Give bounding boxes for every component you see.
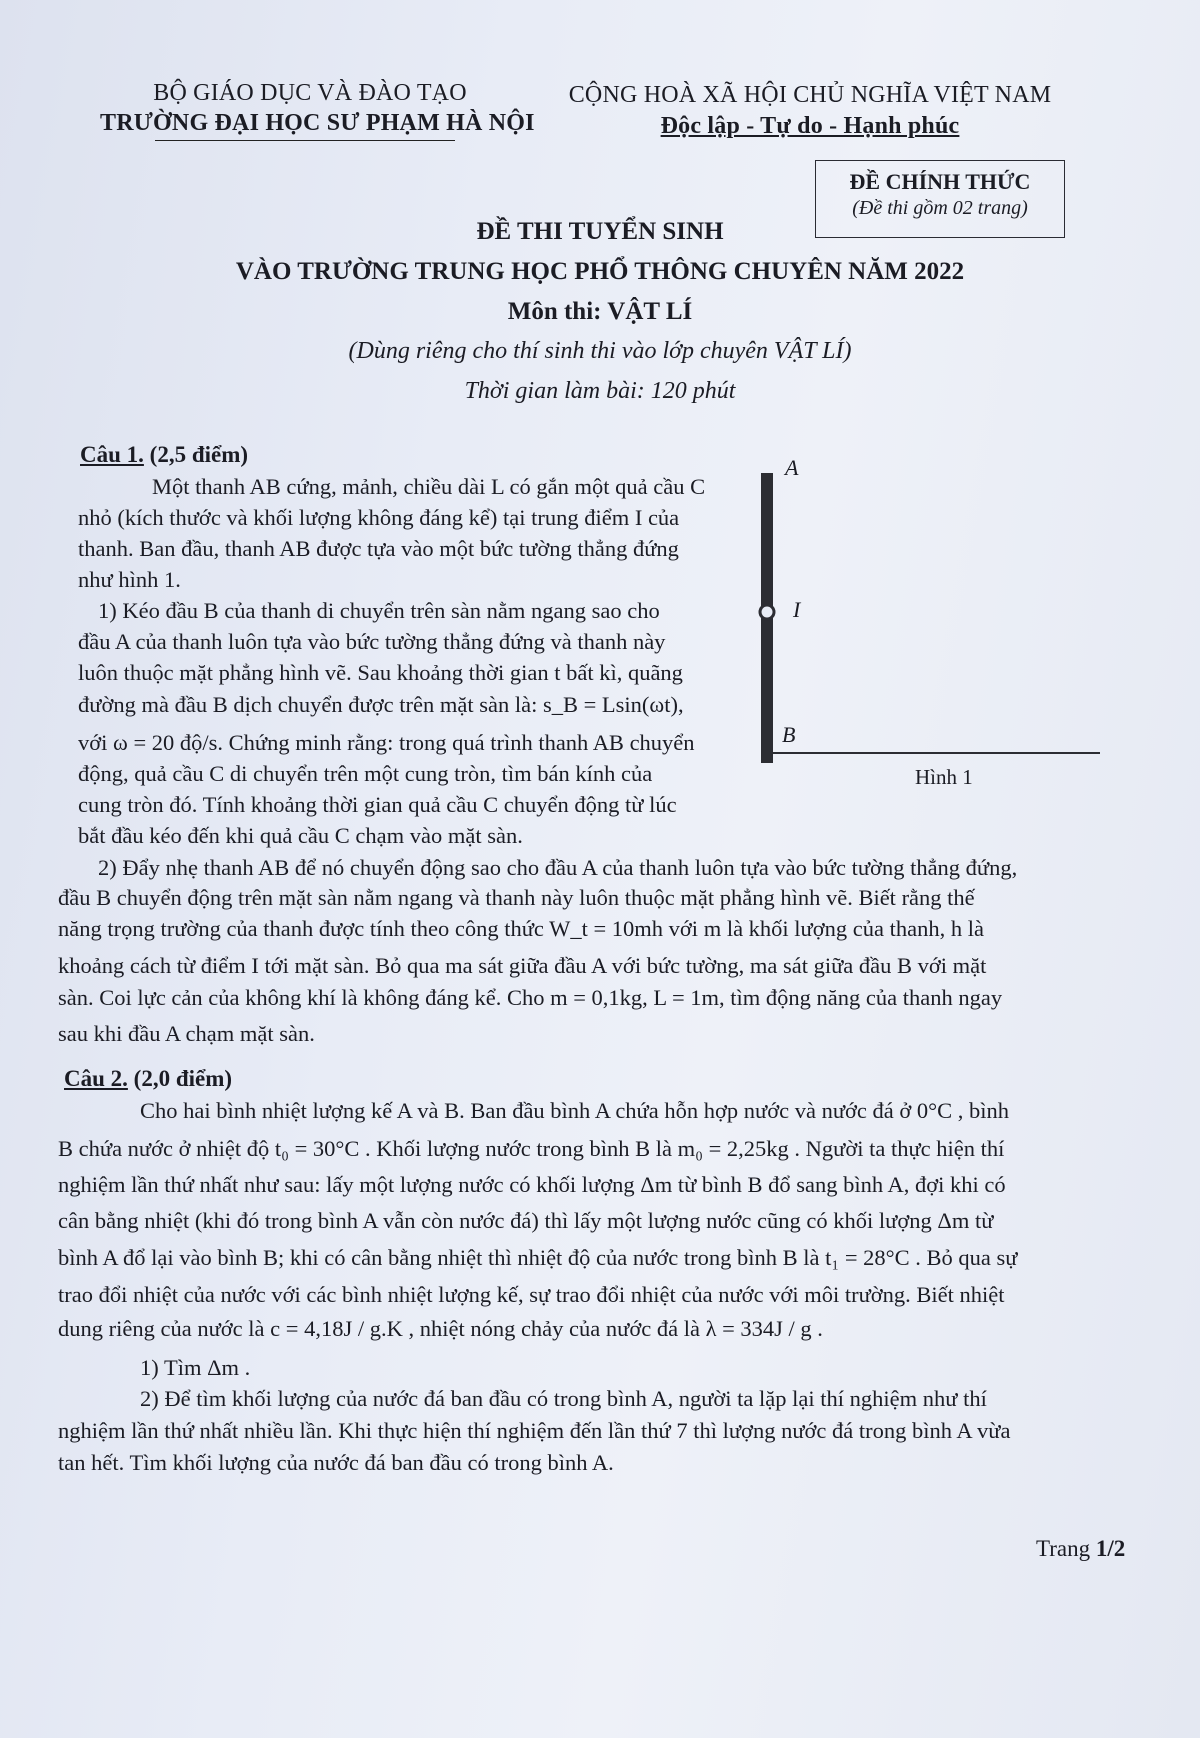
q2-points: (2,0 điểm) bbox=[127, 1066, 233, 1091]
q2-part2-line: 2) Để tìm khối lượng của nước đá ban đầu có trong bình A, người ta lặp lại thí nghiệm như thí bbox=[140, 1386, 987, 1411]
exam-title-line2: VÀO TRƯỜNG TRUNG HỌC PHỔ THÔNG CHUYÊN NĂM 2022 bbox=[235, 258, 965, 285]
q1-heading bbox=[80, 442, 248, 468]
pages-note: (Đề thi gồm 02 trang) bbox=[852, 197, 1028, 219]
university-underline bbox=[155, 140, 455, 141]
ball-c-icon bbox=[760, 605, 774, 619]
q1-part1-line: đường mà đầu B dịch chuyển được trên mặt sàn là: s_B = Lsin(ωt), bbox=[78, 692, 684, 717]
q1-part1-line: động, quả cầu C di chuyển trên một cung tròn, tìm bán kính của bbox=[78, 761, 653, 786]
q1-part1-line: với ω = 20 độ/s. Chứng minh rằng: trong quá trình thanh AB chuyển bbox=[78, 730, 695, 755]
q2-body-line: Cho hai bình nhiệt lượng kế A và B. Ban đầu bình A chứa hỗn hợp nước và nước đá ở 0°C , bình bbox=[140, 1098, 1010, 1123]
q1-intro-line: như hình 1. bbox=[78, 567, 181, 592]
q2-part1: 1) Tìm Δm . bbox=[140, 1355, 251, 1380]
figure-label-a: A bbox=[785, 455, 799, 480]
q1-part2-line: 2) Đẩy nhẹ thanh AB để nó chuyển động sao cho đầu A của thanh luôn tựa vào bức tường thẳng đứng, bbox=[98, 855, 1018, 880]
q1-part2-line: sau khi đầu A chạm mặt sàn. bbox=[58, 1021, 315, 1046]
q1-number: Câu 1. bbox=[80, 442, 144, 467]
exam-subject: Môn thi: VẬT LÍ bbox=[507, 298, 693, 325]
figure-label-b: B bbox=[782, 722, 796, 747]
q1-points: (2,5 điểm) bbox=[143, 442, 249, 467]
official-label: ĐỀ CHÍNH THỨC bbox=[849, 169, 1031, 194]
university-name: TRƯỜNG ĐẠI HỌC SƯ PHẠM HÀ NỘI bbox=[100, 110, 535, 136]
q2-body-line: dung riêng của nước là c = 4,18J / g.K , nhiệt nóng chảy của nước đá là λ = 334J / g . bbox=[58, 1316, 823, 1341]
q2-body-line: bình A đổ lại vào bình B; khi có cân bằng nhiệt thì nhiệt độ của nước trong bình B là t₁ = 28°C . Bỏ qua sự bbox=[58, 1245, 1018, 1270]
q2-heading bbox=[64, 1066, 232, 1092]
ministry-name: BỘ GIÁO DỤC VÀ ĐÀO TẠO bbox=[153, 80, 467, 106]
q1-part2-line: khoảng cách từ điểm I tới mặt sàn. Bỏ qua ma sát giữa đầu A với bức tường, ma sát giữa đầu B với mặt bbox=[58, 953, 987, 978]
exam-duration: Thời gian làm bài: 120 phút bbox=[464, 378, 736, 404]
country-name: CỘNG HOÀ XÃ HỘI CHỦ NGHĨA VIỆT NAM bbox=[568, 82, 1052, 108]
national-motto: Độc lập - Tự do - Hạnh phúc bbox=[660, 113, 960, 139]
figure-label-i: I bbox=[793, 597, 801, 622]
q1-intro-line: Một thanh AB cứng, mảnh, chiều dài L có gắn một quả cầu C bbox=[152, 474, 706, 499]
q2-number: Câu 2. bbox=[64, 1066, 128, 1091]
q1-part1-line: đầu A của thanh luôn tựa vào bức tường thẳng đứng và thanh này bbox=[78, 629, 666, 654]
q2-body-line: B chứa nước ở nhiệt độ t₀ = 30°C . Khối lượng nước trong bình B là m₀ = 2,25kg . Người ta thực hiện thí bbox=[58, 1136, 1005, 1161]
q2-part2-line: nghiệm lần thứ nhất nhiều lần. Khi thực hiện thí nghiệm đến lần thứ 7 thì lượng nước đá trong bình A vừa bbox=[58, 1418, 1011, 1443]
q1-part2-line: năng trọng trường của thanh được tính theo công thức W_t = 10mh với m là khối lượng của thanh, h là bbox=[58, 916, 984, 941]
q2-body-line: trao đổi nhiệt của nước với các bình nhiệt lượng kế, sự trao đổi nhiệt của nước với môi trường. Biết nhiệt bbox=[58, 1282, 1005, 1307]
page-number: 1/2 bbox=[1095, 1536, 1126, 1561]
q1-part2-line: sàn. Coi lực cản của không khí là không đáng kể. Cho m = 0,1kg, L = 1m, tìm động năng của thanh ngay bbox=[58, 985, 1003, 1010]
q1-intro-line: nhỏ (kích thước và khối lượng không đáng kể) tại trung điểm I của bbox=[78, 505, 680, 530]
figure-caption: Hình 1 bbox=[915, 765, 973, 789]
q1-intro-line: thanh. Ban đầu, thanh AB được tựa vào một bức tường thẳng đứng bbox=[78, 536, 679, 561]
q2-body-line: cân bằng nhiệt (khi đó trong bình A vẫn còn nước đá) thì lấy một lượng nước cũng có khối lượng Δm từ bbox=[58, 1208, 994, 1233]
exam-audience: (Dùng riêng cho thí sinh thi vào lớp chuyên VẬT LÍ) bbox=[348, 338, 852, 364]
q1-part1-line: 1) Kéo đầu B của thanh di chuyển trên sàn nằm ngang sao cho bbox=[98, 598, 660, 623]
q2-part2-line: tan hết. Tìm khối lượng của nước đá ban đầu có trong bình A. bbox=[58, 1450, 614, 1475]
q1-part1-line: luôn thuộc mặt phẳng hình vẽ. Sau khoảng thời gian t bất kì, quãng bbox=[78, 660, 683, 685]
page-label: Trang bbox=[1036, 1536, 1096, 1561]
page-footer bbox=[1036, 1536, 1125, 1562]
q2-body-line: nghiệm lần thứ nhất như sau: lấy một lượng nước có khối lượng Δm từ bình B đổ sang bình A, đợi khi có bbox=[58, 1172, 1006, 1197]
figure-1 bbox=[755, 455, 1115, 795]
q1-part2-line: đầu B chuyển động trên mặt sàn nằm ngang và thanh này luôn thuộc mặt phẳng hình vẽ. Biết rằng thế bbox=[58, 885, 975, 910]
q1-part1-line: cung tròn đó. Tính khoảng thời gian quả cầu C chuyển động từ lúc bbox=[78, 792, 677, 817]
exam-title-line1: ĐỀ THI TUYỂN SINH bbox=[476, 218, 724, 245]
q1-part1-line: bắt đầu kéo đến khi quả cầu C chạm vào mặt sàn. bbox=[78, 823, 523, 848]
